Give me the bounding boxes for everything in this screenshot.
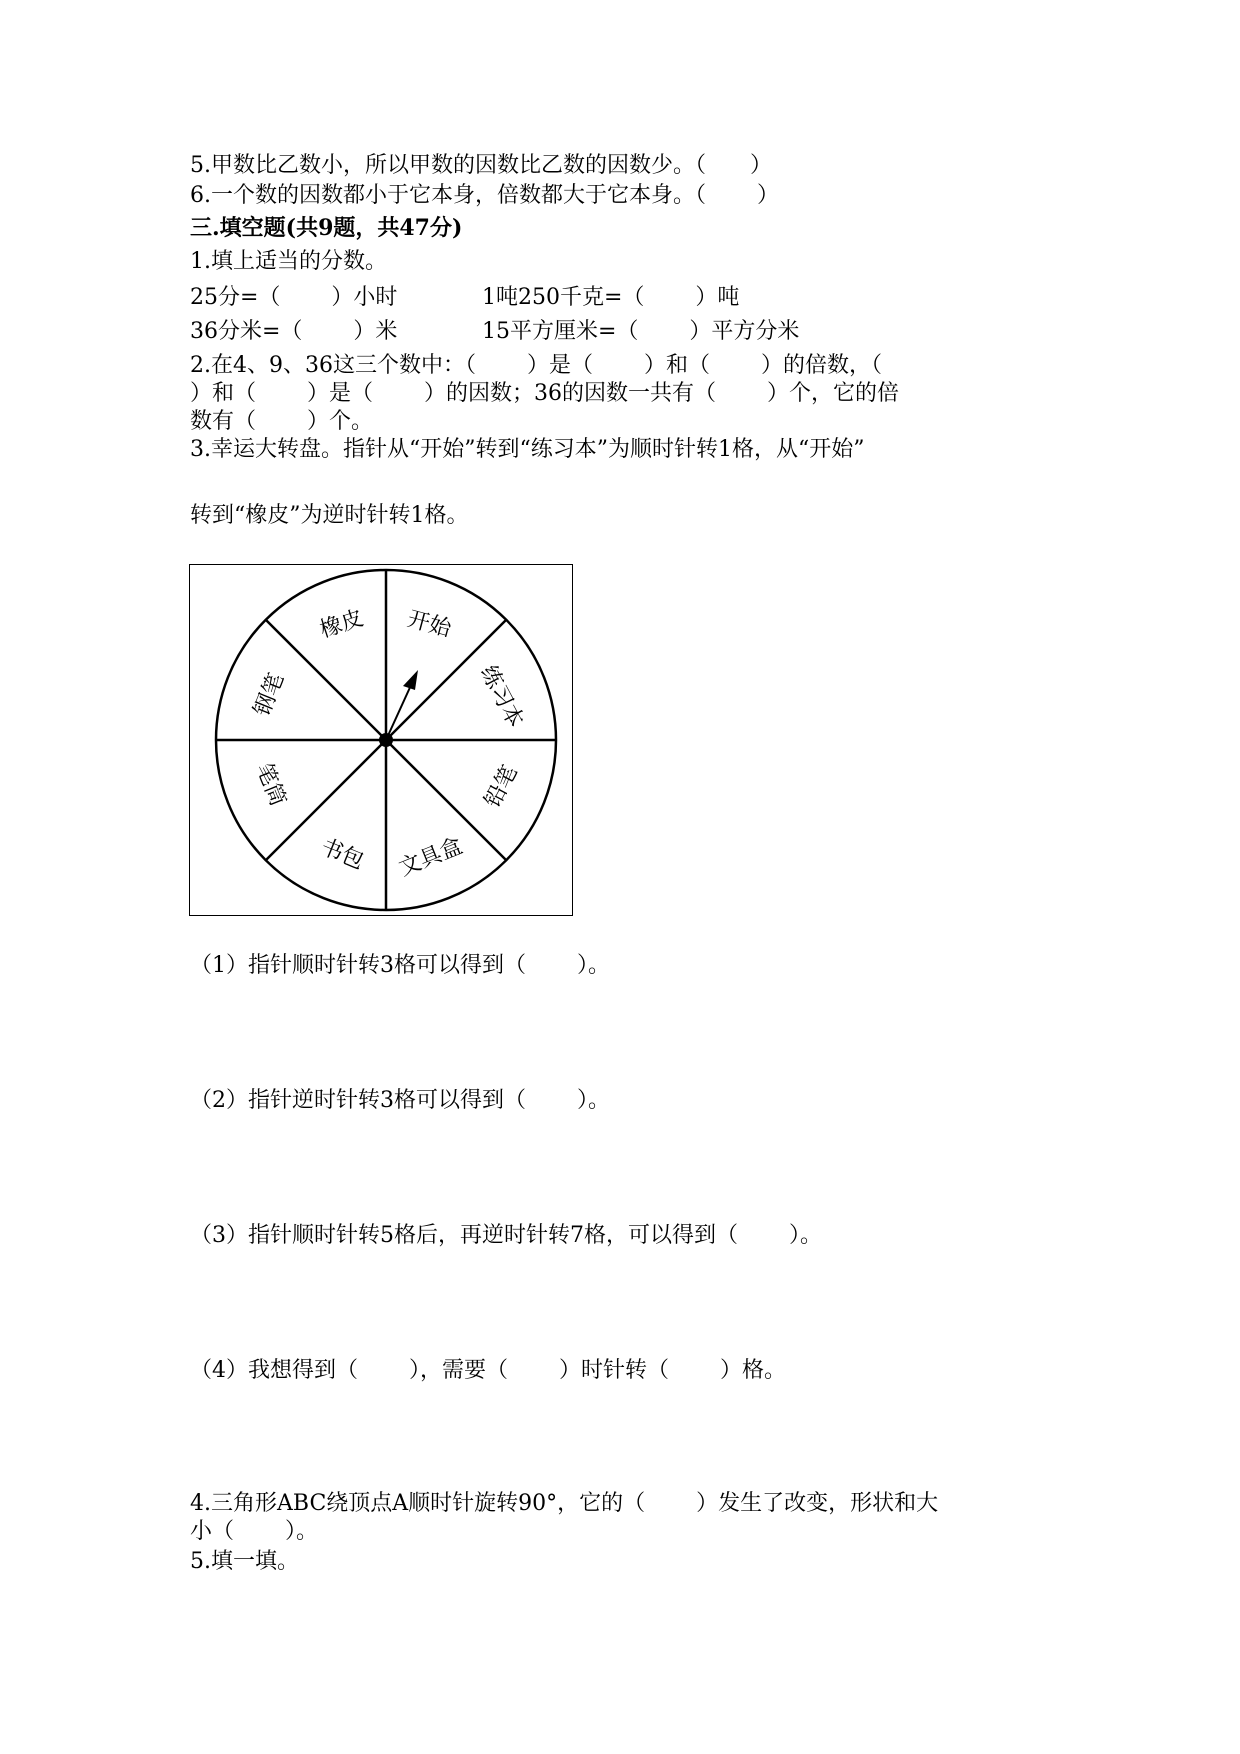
wheel-pivot [379,733,393,747]
lucky-wheel [190,565,574,917]
q3-line1: 3.幸运大转盘。指针从“开始”转到“练习本”为顺时针转1格，从“开始” [190,437,865,462]
q3-sub2: （2）指针逆时针转3格可以得到（ ）。 [190,1088,610,1113]
q2-line1: 2.在4、9、36这三个数中：（ ）是（ ）和（ ）的倍数，（ [190,353,882,378]
q3-sub4: （4）我想得到（ ），需要（ ）时针转（ ）格。 [190,1358,786,1383]
q5-title: 5.填一填。 [190,1549,299,1574]
q2-line3: 数有（ ）个。 [190,409,373,434]
sector-label-pencil-case: 文具盒 [395,833,467,882]
q3-sub3: （3）指针顺时针转5格后，再逆时针转7格，可以得到（ ）。 [190,1223,822,1248]
q3-line2: 转到“橡皮”为逆时针转1格。 [190,503,469,528]
sector-label-pen-holder: 笔筒 [250,759,291,810]
section-heading: 三.填空题(共9题，共47分) [190,215,463,241]
lucky-wheel-figure [189,564,573,916]
q3-sub1: （1）指针顺时针转3格可以得到（ ）。 [190,953,610,978]
sector-label-schoolbag: 书包 [317,834,368,875]
q4-line1: 4.三角形ABC绕顶点A顺时针旋转90°，它的（ ）发生了改变，形状和大 [190,1491,939,1516]
judgement-q5: 5.甲数比乙数小，所以甲数的因数比乙数的因数少。（ ） [190,153,772,178]
q1-row2-b: 15平方厘米=（ ）平方分米 [482,319,800,344]
judgement-q6: 6.一个数的因数都小于它本身，倍数都大于它本身。（ ） [190,183,779,208]
q4-line2: 小（ ）。 [190,1519,318,1544]
sector-label-start: 开始 [404,606,454,643]
sector-label-eraser: 橡皮 [317,605,367,644]
sector-label-fountain-pen: 钢笔 [249,669,290,720]
q1-row1-a: 25分=（ ）小时 [190,285,398,310]
wheel-pointer [386,683,412,740]
q2-line2: ）和（ ）是（ ）的因数；36的因数一共有（ ）个，它的倍 [190,381,899,406]
sector-label-pencil: 铅笔 [480,761,523,813]
wheel-pointer-arrowhead [403,670,418,690]
q1-row2-a: 36分米=（ ）米 [190,319,398,344]
q1-row1-b: 1吨250千克=（ ）吨 [482,285,740,310]
sector-label-exercise-book: 练习本 [474,661,528,732]
q1-title: 1.填上适当的分数。 [190,249,387,274]
